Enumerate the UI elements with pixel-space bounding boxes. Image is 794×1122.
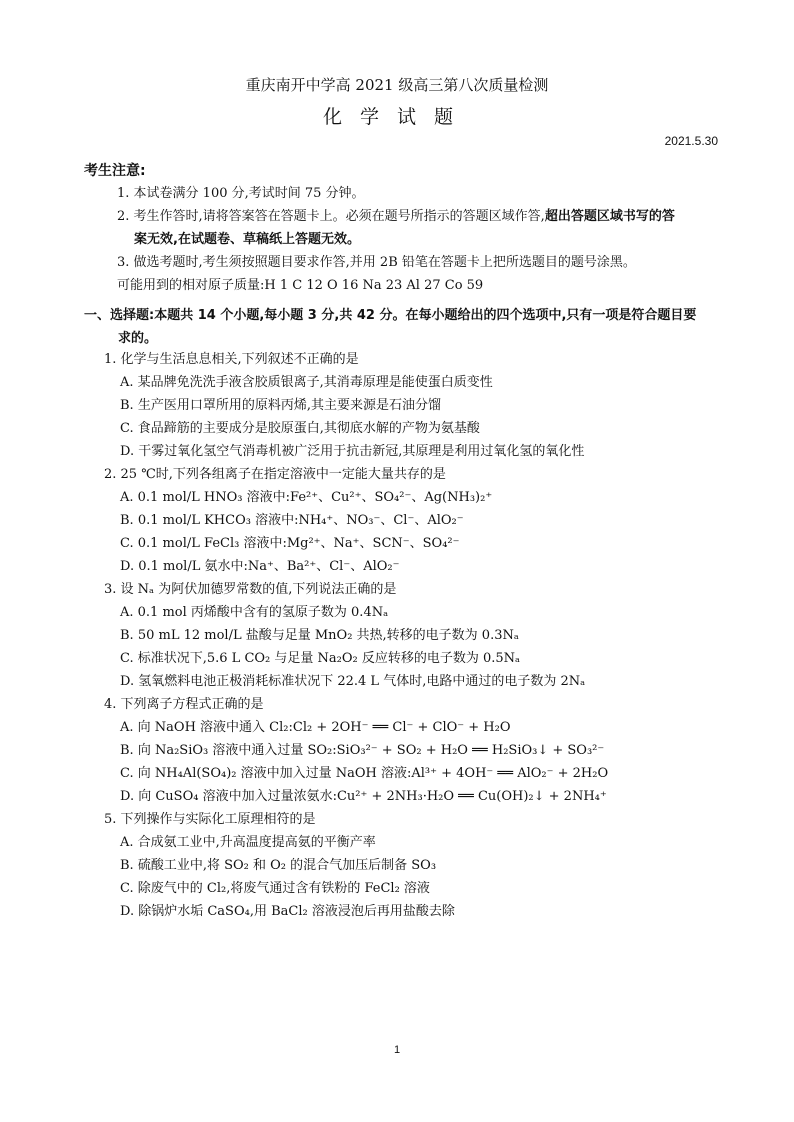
option-d: D. 干雾过氧化氢空气消毒机被广泛用于抗击新冠,其原理是利用过氧化氢的氧化性 bbox=[120, 444, 585, 459]
question-4 bbox=[84, 693, 724, 808]
option-b: B. 向 Na₂SiO₃ 溶液中通入过量 SO₂:SiO₃²⁻ + SO₂ + H₂O ══ H₂SiO₃↓ + SO₃²⁻ bbox=[120, 743, 605, 758]
exam-date: 2021.5.30 bbox=[664, 134, 718, 148]
option-c: C. 除废气中的 Cl₂,将废气通过含有铁粉的 FeCl₂ 溶液 bbox=[120, 881, 430, 896]
notice-heading: 考生注意: bbox=[84, 163, 146, 179]
option-c: C. 标准状况下,5.6 L CO₂ 与足量 Na₂O₂ 反应转移的电子数为 0.5Nₐ bbox=[120, 651, 521, 666]
option-a: A. 0.1 mol 丙烯酸中含有的氢原子数为 0.4Nₐ bbox=[120, 605, 389, 620]
option-b: B. 50 mL 12 mol/L 盐酸与足量 MnO₂ 共热,转移的电子数为 0.3Nₐ bbox=[120, 628, 519, 643]
option-b: B. 0.1 mol/L KHCO₃ 溶液中:NH₄⁺、NO₃⁻、Cl⁻、AlO₂⁻ bbox=[120, 513, 464, 528]
option-c: C. 食品蹄筋的主要成分是胶原蛋白,其彻底水解的产物为氨基酸 bbox=[120, 421, 480, 436]
question-stem: 3. 设 Nₐ 为阿伏加德罗常数的值,下列说法正确的是 bbox=[104, 582, 397, 597]
question-list bbox=[84, 348, 724, 923]
atomic-mass-note: 可能用到的相对原子质量:H 1 C 12 O 16 Na 23 Al 27 Co 59 bbox=[117, 278, 484, 293]
notice-item-cont: 案无效,在试题卷、草稿纸上答题无效。 bbox=[134, 232, 360, 247]
option-b: B. 硫酸工业中,将 SO₂ 和 O₂ 的混合气加压后制备 SO₃ bbox=[120, 858, 437, 873]
option-c: C. 向 NH₄Al(SO₄)₂ 溶液中加入过量 NaOH 溶液:Al³⁺ + 4OH⁻ ══ AlO₂⁻ + 2H₂O bbox=[120, 766, 609, 781]
option-d: D. 0.1 mol/L 氨水中:Na⁺、Ba²⁺、Cl⁻、AlO₂⁻ bbox=[120, 559, 400, 574]
page-number: 1 bbox=[393, 1044, 401, 1056]
option-d: D. 氢氧燃料电池正极消耗标准状况下 22.4 L 气体时,电路中通过的电子数为 2Nₐ bbox=[120, 674, 586, 689]
notice-list bbox=[84, 182, 724, 297]
notice-item: 2. 考生作答时,请将答案答在答题卡上。必须在题号所指示的答题区域作答,超出答题区域书写的答 bbox=[117, 209, 675, 224]
option-a: A. 向 NaOH 溶液中通入 Cl₂:Cl₂ + 2OH⁻ ══ Cl⁻ + ClO⁻ + H₂O bbox=[120, 720, 511, 735]
option-d: D. 除锅炉水垢 CaSO₄,用 BaCl₂ 溶液浸泡后再用盐酸去除 bbox=[120, 904, 455, 919]
exam-title: 重庆南开中学高 2021 级高三第八次质量检测 bbox=[245, 76, 549, 94]
option-d: D. 向 CuSO₄ 溶液中加入过量浓氨水:Cu²⁺ + 2NH₃·H₂O ══ Cu(OH)₂↓ + 2NH₄⁺ bbox=[120, 789, 607, 804]
option-a: A. 某品牌免洗洗手液含胶质银离子,其消毒原理是能使蛋白质变性 bbox=[120, 375, 493, 390]
option-a: A. 0.1 mol/L HNO₃ 溶液中:Fe²⁺、Cu²⁺、SO₄²⁻、Ag(NH₃)₂⁺ bbox=[120, 490, 493, 505]
notice-item: 1. 本试卷满分 100 分,考试时间 75 分钟。 bbox=[117, 186, 365, 201]
question-2 bbox=[84, 463, 724, 578]
exam-subject: 化学试题 bbox=[322, 106, 471, 128]
section-one-heading: 一、选择题:本题共 14 个小题,每小题 3 分,共 42 分。在每小题给出的四个选项中,只有一项是符合题目要 求的。 bbox=[84, 308, 697, 346]
question-stem: 1. 化学与生活息息相关,下列叙述不正确的是 bbox=[104, 352, 359, 367]
question-5 bbox=[84, 808, 724, 923]
question-1 bbox=[84, 348, 724, 463]
question-3 bbox=[84, 578, 724, 693]
notice-item: 3. 做选考题时,考生须按照题目要求作答,并用 2B 铅笔在答题卡上把所选题目的题号涂黑。 bbox=[117, 255, 636, 270]
option-b: B. 生产医用口罩所用的原料丙烯,其主要来源是石油分馏 bbox=[120, 398, 441, 413]
question-stem: 2. 25 ℃时,下列各组离子在指定溶液中一定能大量共存的是 bbox=[104, 467, 446, 482]
question-stem: 4. 下列离子方程式正确的是 bbox=[104, 697, 264, 712]
option-a: A. 合成氨工业中,升高温度提高氨的平衡产率 bbox=[120, 835, 376, 850]
option-c: C. 0.1 mol/L FeCl₃ 溶液中:Mg²⁺、Na⁺、SCN⁻、SO₄²⁻ bbox=[120, 536, 460, 551]
question-stem: 5. 下列操作与实际化工原理相符的是 bbox=[104, 812, 316, 827]
